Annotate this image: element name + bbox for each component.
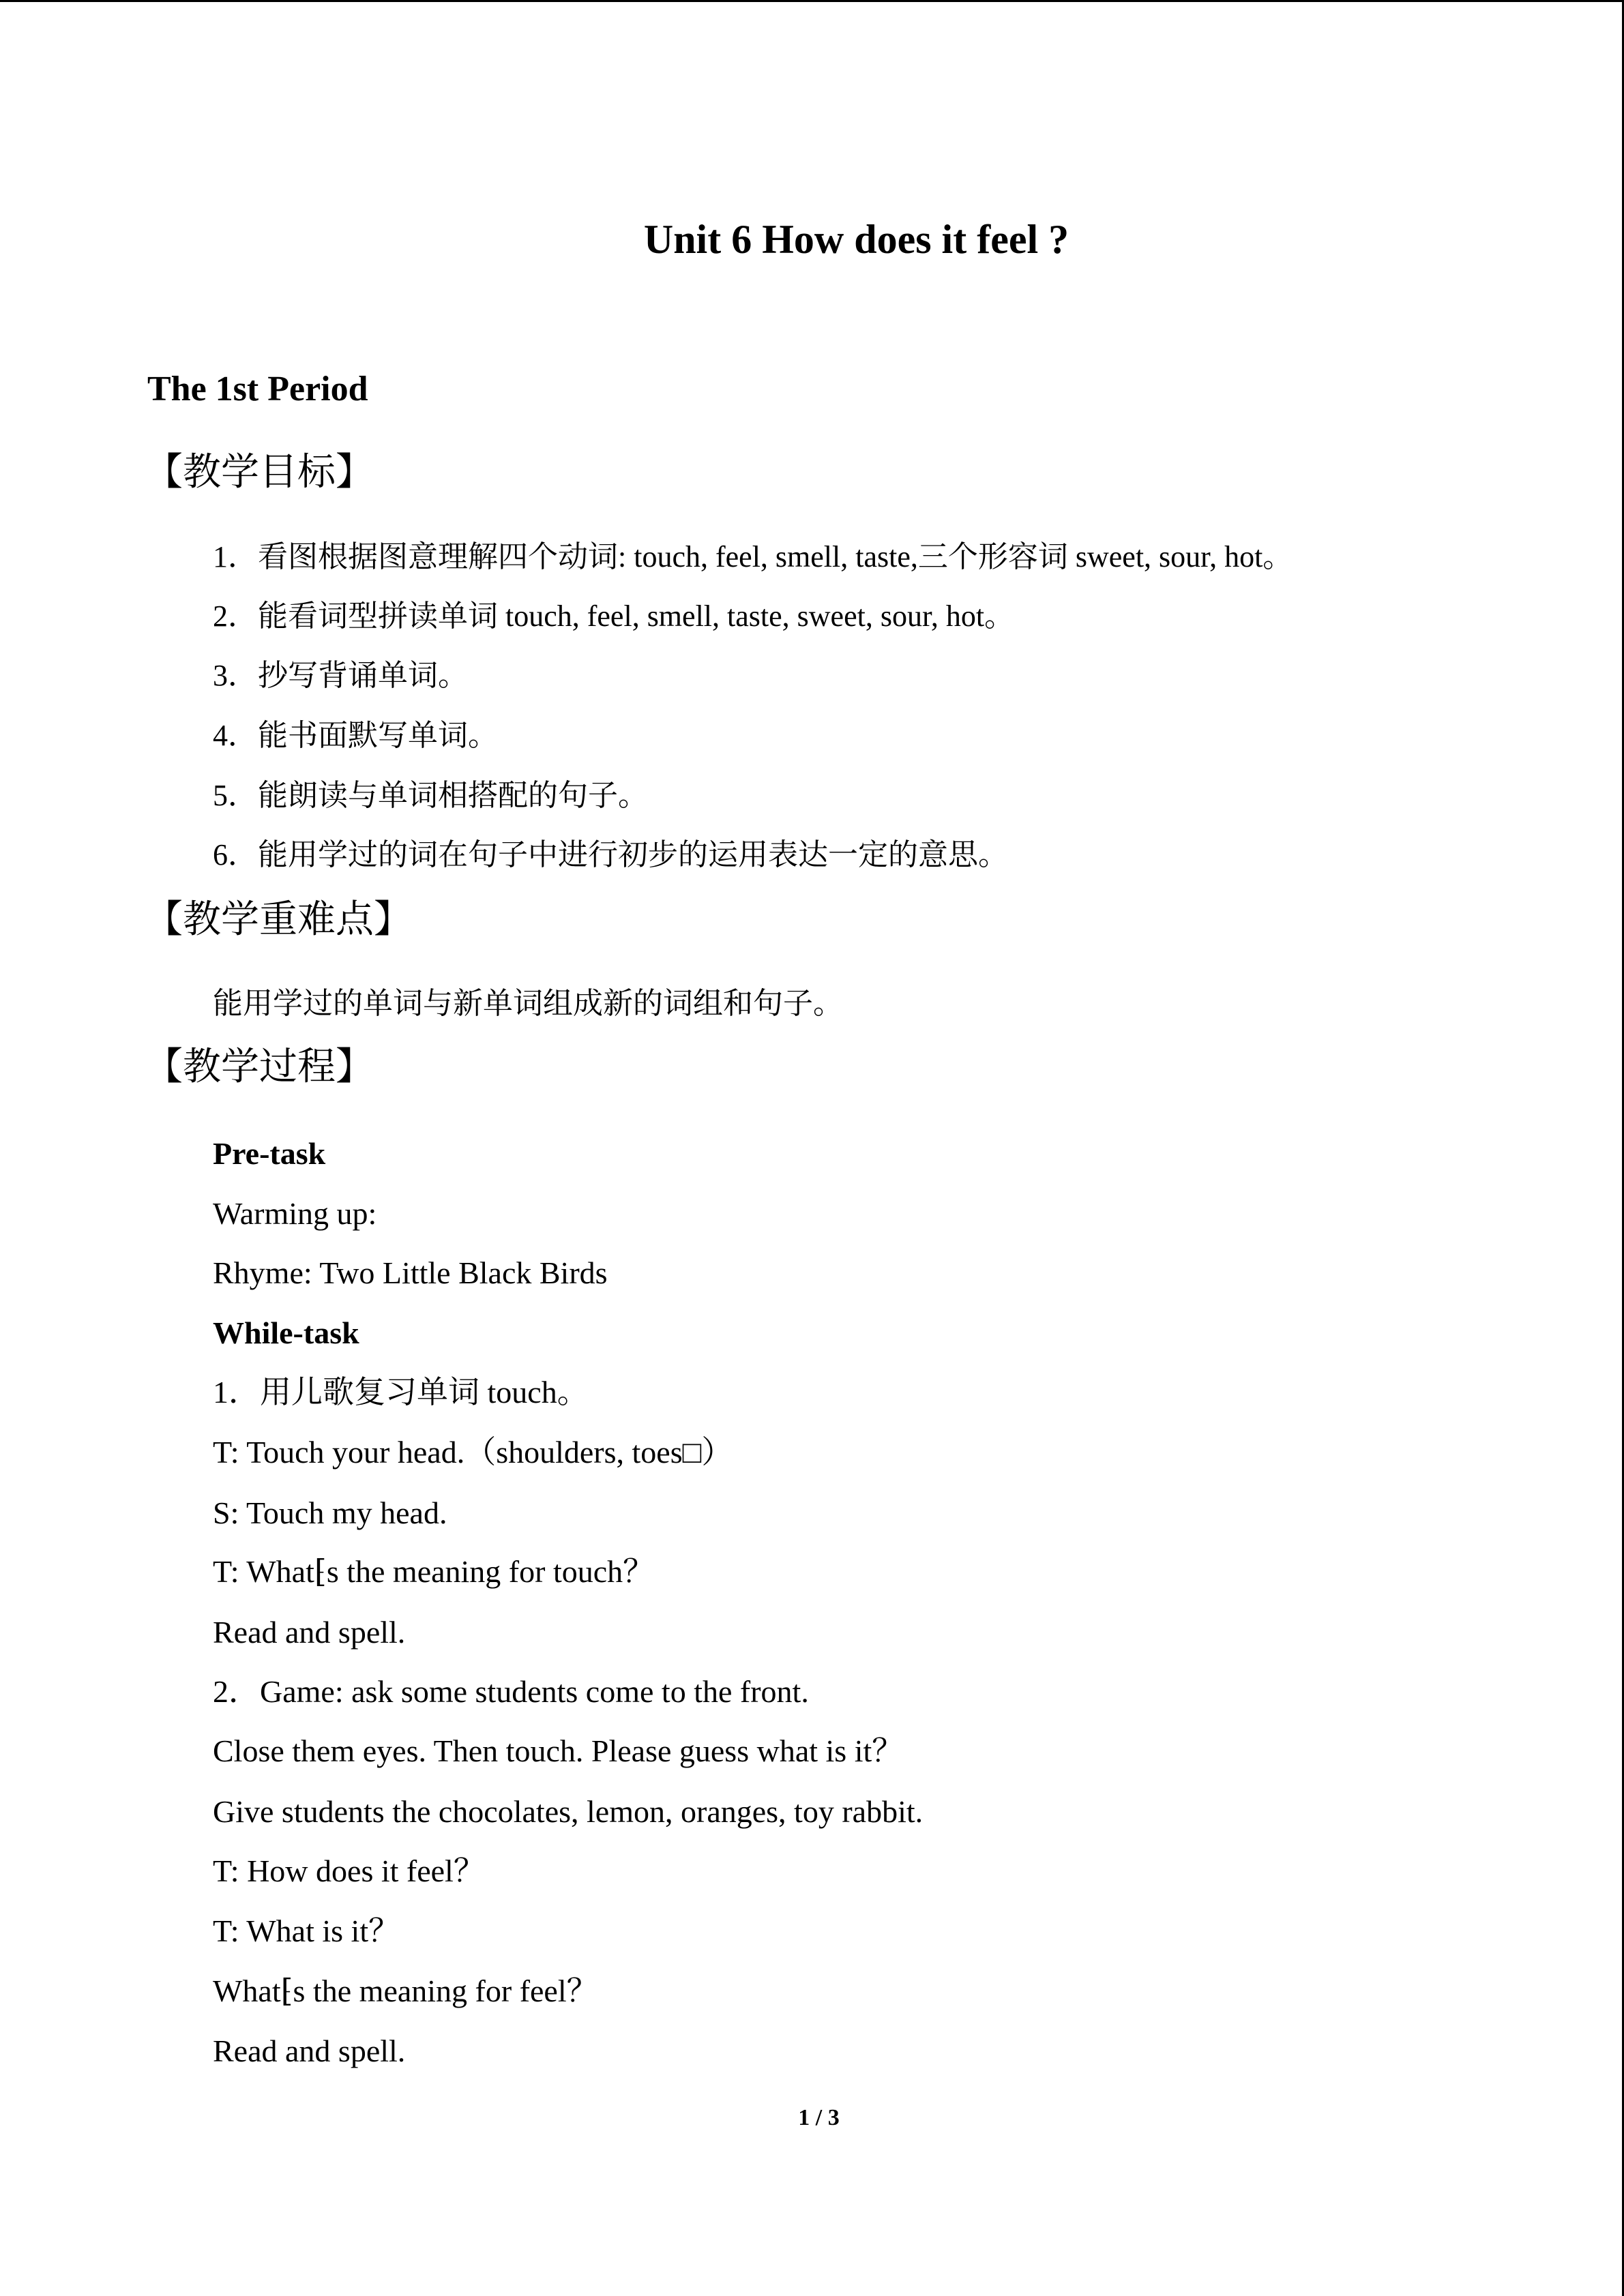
while-task-line-3: S: Touch my head. — [213, 1495, 447, 1530]
objective-item-4: 4．能书面默写单词。 — [213, 719, 498, 752]
while-task-label: While-task — [213, 1315, 359, 1350]
objective-item-6: 6．能用学过的词在句子中进行初步的运用表达一定的意思。 — [213, 838, 1008, 871]
objective-item-5: 5．能朗读与单词相搭配的句子。 — [213, 779, 648, 812]
while-task-line-10: T: What is it？ — [213, 1913, 400, 1948]
while-task-line-2: T: Touch your head.（shoulders, toes□） — [213, 1435, 733, 1470]
process-heading: 【教学过程】 — [145, 1045, 374, 1089]
objective-item-3: 3．抄写背诵单词。 — [213, 659, 468, 692]
objectives-heading: 【教学目标】 — [145, 450, 374, 494]
warming-up-text: Warming up: — [213, 1196, 377, 1231]
key-points-heading: 【教学重难点】 — [145, 897, 412, 942]
document-title: Unit 6 How does it feel ? — [643, 217, 1069, 262]
rhyme-text: Rhyme: Two Little Black Birds — [213, 1255, 608, 1290]
objective-item-2: 2．能看词型拼读单词 touch, feel, smell, taste, sweet, sour, hot。 — [213, 599, 1015, 633]
while-task-line-9: T: How does it feel？ — [213, 1853, 485, 1888]
while-task-line-1: 1．用儿歌复习单词 touch。 — [213, 1375, 589, 1410]
while-task-line-4: T: What⁅s the meaning for touch？ — [213, 1554, 655, 1589]
while-task-line-8: Give students the chocolates, lemon, oranges, toy rabbit. — [213, 1794, 924, 1829]
key-points-text: 能用学过的单词与新单词组成新的词组和句子。 — [213, 987, 843, 1020]
objective-item-1: 1．看图根据图意理解四个动词: touch, feel, smell, taste,三个形容词 sweet, sour, hot。 — [213, 540, 1293, 573]
while-task-line-5: Read and spell. — [213, 1615, 406, 1650]
while-task-line-11: What⁅s the meaning for feel？ — [213, 1973, 598, 2008]
pre-task-label: Pre-task — [213, 1136, 326, 1171]
while-task-line-7: Close them eyes. Then touch. Please guess what is it？ — [213, 1733, 904, 1768]
period-heading: The 1st Period — [147, 370, 368, 408]
while-task-line-6: 2．Game: ask some students come to the front. — [213, 1674, 809, 1709]
page-number: 1 / 3 — [798, 2105, 840, 2130]
while-task-line-12: Read and spell. — [213, 2033, 406, 2068]
